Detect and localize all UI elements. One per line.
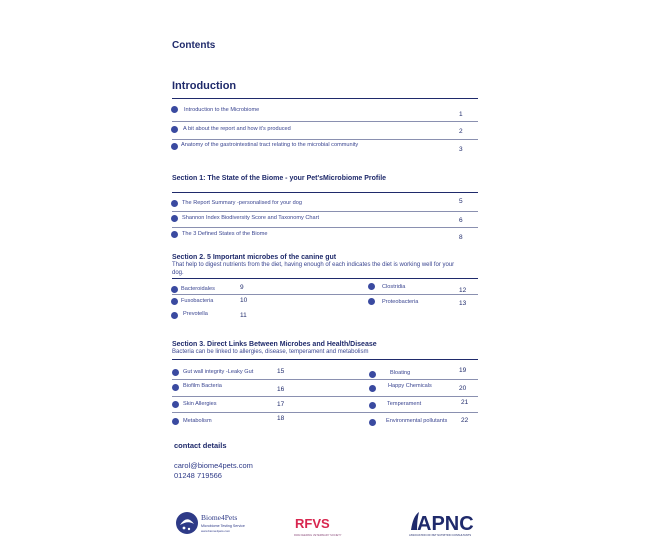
bullet-dot	[172, 369, 179, 376]
toc-page-number: 5	[459, 198, 463, 205]
apnc-logo-tagline: ASSOCIATION OF PET NUTRITION CONSULTANTS	[409, 534, 472, 537]
apnc-logo-icon	[407, 508, 477, 538]
toc-page-number: 18	[277, 415, 285, 422]
divider	[172, 121, 478, 122]
toc-item[interactable]: Introduction to the Microbiome	[184, 107, 260, 113]
contact-email[interactable]: carol@biome4pets.com	[174, 461, 253, 470]
toc-item[interactable]: Gut wall integrity -Leaky Gut	[183, 369, 254, 375]
divider	[172, 412, 478, 413]
contact-phone: 01248 719566	[174, 471, 222, 480]
section1-top-rule	[172, 192, 478, 193]
bullet-dot	[171, 231, 178, 238]
biome4pets-logo	[175, 510, 250, 536]
bullet-dot	[368, 298, 375, 305]
toc-item[interactable]: Fusobacteria	[181, 298, 214, 304]
bullet-dot	[171, 286, 178, 293]
section3-subtitle: Bacteria can be linked to allergies, disease, temperament and metabolism	[172, 349, 369, 355]
bullet-dot	[171, 126, 178, 133]
bullet-dot	[171, 106, 178, 113]
toc-item[interactable]: Environmental pollutants	[386, 418, 448, 424]
bullet-dot	[369, 371, 376, 378]
toc-page-number: 17	[277, 401, 285, 408]
toc-item[interactable]: Clostridia	[382, 284, 406, 290]
divider	[172, 379, 478, 380]
toc-page-number: 9	[240, 284, 244, 291]
biome4pets-logo-icon	[175, 510, 250, 536]
divider	[172, 139, 478, 140]
toc-page-number: 10	[240, 297, 248, 304]
bullet-dot	[369, 419, 376, 426]
toc-page-number: 21	[461, 399, 469, 406]
rfvs-logo-icon	[294, 514, 342, 538]
bullet-dot	[171, 298, 178, 305]
toc-item[interactable]: Happy Chemicals	[388, 383, 432, 389]
section2-title: Section 2. 5 Important microbes of the canine gut	[172, 254, 337, 261]
toc-item[interactable]: The Report Summary -personalised for your dog	[182, 200, 303, 206]
biome-logo-name: Biome4Pets	[201, 513, 238, 522]
divider	[172, 211, 478, 212]
bullet-dot	[369, 385, 376, 392]
bullet-dot	[171, 215, 178, 222]
toc-item[interactable]: Bloating	[390, 370, 411, 376]
bullet-dot	[172, 401, 179, 408]
bullet-dot	[171, 200, 178, 207]
section1-title: Section 1: The State of the Biome - your Pet'sMicrobiome Profile	[172, 175, 387, 182]
rfvs-logo	[294, 514, 342, 538]
toc-page-number: 22	[461, 417, 469, 424]
toc-item[interactable]: The 3 Defined States of the Biome	[182, 231, 268, 237]
divider	[172, 294, 478, 295]
toc-item[interactable]: Anatomy of the gastrointestinal tract relating to the microbial community	[181, 142, 359, 148]
contents-title: Contents	[172, 40, 216, 51]
toc-page-number: 2	[459, 128, 463, 135]
toc-item[interactable]: Biofilm Bacteria	[183, 383, 222, 389]
toc-page-number: 13	[459, 300, 467, 307]
intro-title: Introduction	[172, 80, 237, 92]
toc-item[interactable]: Temperament	[387, 401, 422, 407]
toc-item[interactable]: Skin Allergies	[183, 401, 217, 407]
toc-item[interactable]: A bit about the report and how it's produced	[183, 126, 291, 132]
apnc-logo-name: APNC	[417, 513, 474, 535]
toc-page-number: 8	[459, 234, 463, 241]
toc-page-number: 1	[459, 111, 463, 118]
toc-page-number: 11	[240, 312, 247, 319]
bullet-dot	[171, 312, 178, 319]
bullet-dot	[171, 143, 178, 150]
toc-page-number: 3	[459, 146, 463, 153]
rfvs-logo-tagline: RAW FEEDING VETERINARY SOCIETY	[294, 534, 342, 537]
biome-logo-tagline: Microbiome Testing Service	[201, 524, 245, 528]
section2-subtitle: That help to digest nutrients from the diet, having enough of each indicates the diet is working well for your	[172, 262, 455, 268]
toc-item[interactable]: Bacteroidales	[181, 286, 215, 292]
bullet-dot	[368, 283, 375, 290]
toc-item[interactable]: Proteobacteria	[382, 299, 419, 305]
toc-page-number: 20	[459, 385, 467, 392]
section2-subtitle-cont: dog.	[172, 270, 184, 276]
toc-page-number: 16	[277, 386, 285, 393]
section3-title: Section 3. Direct Links Between Microbes and Health/Disease	[172, 341, 377, 348]
contact-title: contact details	[174, 441, 227, 450]
toc-item[interactable]: Shannon Index Biodiversity Score and Taxonomy Chart	[182, 215, 320, 221]
toc-page-number: 15	[277, 368, 285, 375]
intro-top-rule	[172, 98, 478, 99]
toc-page-number: 6	[459, 217, 463, 224]
biome-logo-url: www.biome4pets.com	[201, 529, 231, 533]
section3-top-rule	[172, 359, 478, 360]
bullet-dot	[172, 384, 179, 391]
bullet-dot	[172, 418, 179, 425]
bullet-dot	[369, 402, 376, 409]
divider	[172, 227, 478, 228]
apnc-logo	[407, 508, 477, 538]
toc-item[interactable]: Metabolism	[183, 418, 212, 424]
toc-page-number: 19	[459, 367, 467, 374]
toc-page-number: 12	[459, 287, 467, 294]
divider	[172, 396, 478, 397]
section2-top-rule	[172, 278, 478, 279]
toc-item[interactable]: Prevotella	[183, 311, 208, 317]
rfvs-logo-name: RFVS	[295, 516, 330, 531]
